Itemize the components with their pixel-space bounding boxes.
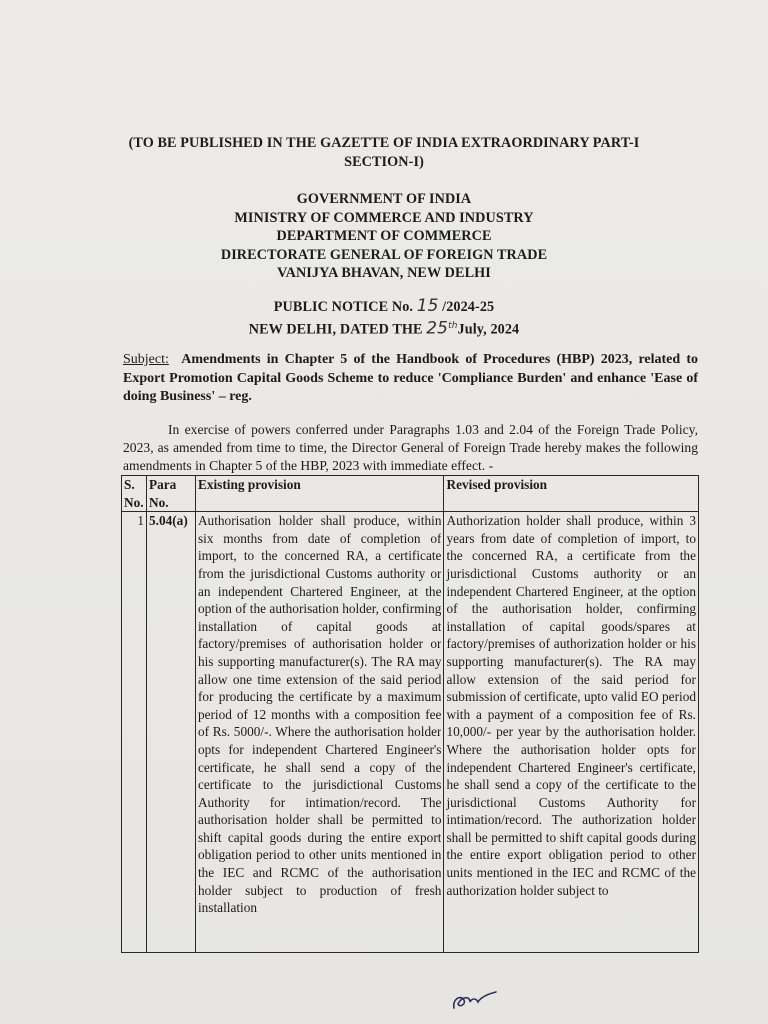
- table-row: [122, 512, 699, 953]
- existing-provision-text: Authorisation holder shall produce, within six months from date of completion of import, to the concerned RA, a certificate from the jurisdictional Customs authority or an independent Chartered Engineer, at the option of the authorisation holder, confirming installation of capital goods at factory/premises of authorisation holder or his supporting manufacturer(s). The RA may allow one time extension of the said period for producing the certificate by a maximum period of 12 months with a composition fee of Rs. 5000/-. Where the authorisation holder opts for independent Chartered Engineer's certificate, he shall send a copy of the certificate to the jurisdictional Customs Authority for intimation/record. The authorisation holder shall be permitted to shift capital goods during the entire export obligation period to other units mentioned in the IEC and RCMC of the authorisation holder subject to production of fresh installation: [197, 513, 442, 916]
- notice-date-line: [0, 317, 768, 339]
- revised-provision-text: Authorization holder shall produce, within 3 years from date of completion of import, to the concerned RA, a certificate from the jurisdictional Customs authority or an independent Chartered Engineer, at the option of the authorisation holder, confirming installation of capital goods/spares at factory/premises of authorization holder or his supporting manufacturer(s). The RA may allow extension of the said period for submission of certificate, upto valid EO period with a payment of a composition fee of Rs. 10,000/- per year by the authorisation holder. Where the authorisation holder opts for independent Chartered Engineer's certificate, he shall send a copy of the certificate to the jurisdictional Customs Authority for intimation/record. The authorization holder shall be permitted to shift capital goods during the entire export obligation period to other units mentioned in the IEC and RCMC of the authorization holder subject to: [446, 513, 696, 898]
- notice-day: 25: [426, 318, 449, 339]
- date-prefix: NEW DELHI, DATED THE: [248, 321, 427, 338]
- header-para: Para No.: [146, 476, 195, 512]
- department-line: DEPARTMENT OF COMMERCE: [276, 228, 492, 244]
- intro-paragraph: In exercise of powers conferred under Paragraphs 1.03 and 2.04 of the Foreign Trade Policy, 2023, as amended from time to time, the Director General of Foreign Trade hereby makes the following amendments in Chapter 5 of the HBP, 2023 with immediate effect. -: [123, 422, 698, 473]
- header-sno: S. No.: [122, 476, 147, 512]
- subject-label: Subject:: [123, 352, 169, 367]
- ministry-line: MINISTRY OF COMMERCE AND INDUSTRY: [234, 209, 534, 226]
- issuing-authority: [0, 190, 768, 283]
- header-revised: Revised provision: [444, 476, 699, 512]
- table-header-row: [122, 476, 699, 512]
- notice-day-suffix: th: [448, 320, 458, 331]
- header-existing: Existing provision: [195, 476, 444, 512]
- cell-para: 5.04(a): [146, 512, 195, 953]
- notice-suffix: /2024-25: [438, 299, 495, 315]
- gazette-heading: [0, 134, 768, 171]
- notice-prefix: PUBLIC NOTICE No.: [273, 299, 417, 315]
- cell-revised: [444, 512, 699, 953]
- cell-sno: 1: [122, 512, 147, 953]
- gazette-line-1: (TO BE PUBLISHED IN THE GAZETTE OF INDIA EXTRAORDINARY PART-I: [128, 135, 640, 151]
- amendments-table: [121, 475, 699, 953]
- address-line: VANIJYA BHAVAN, NEW DELHI: [277, 265, 491, 281]
- govt-line: GOVERNMENT OF INDIA: [296, 191, 472, 207]
- notice-number-line: [0, 297, 768, 317]
- gazette-line-2: SECTION-I): [344, 153, 424, 170]
- notice-number: 15: [416, 296, 439, 316]
- subject-text: Amendments in Chapter 5 of the Handbook of Procedures (HBP) 2023, related to Export Promotion Capital Goods Scheme to reduce 'Compliance Burden' and enhance 'Ease of doing Business' – reg.: [123, 352, 699, 404]
- cell-existing: [195, 512, 444, 953]
- public-notice-heading: [0, 297, 768, 339]
- date-suffix: July, 2024: [457, 321, 520, 338]
- signature-initials: [448, 986, 500, 1016]
- subject-paragraph: [123, 351, 698, 407]
- directorate-line: DIRECTORATE GENERAL OF FOREIGN TRADE: [220, 246, 548, 263]
